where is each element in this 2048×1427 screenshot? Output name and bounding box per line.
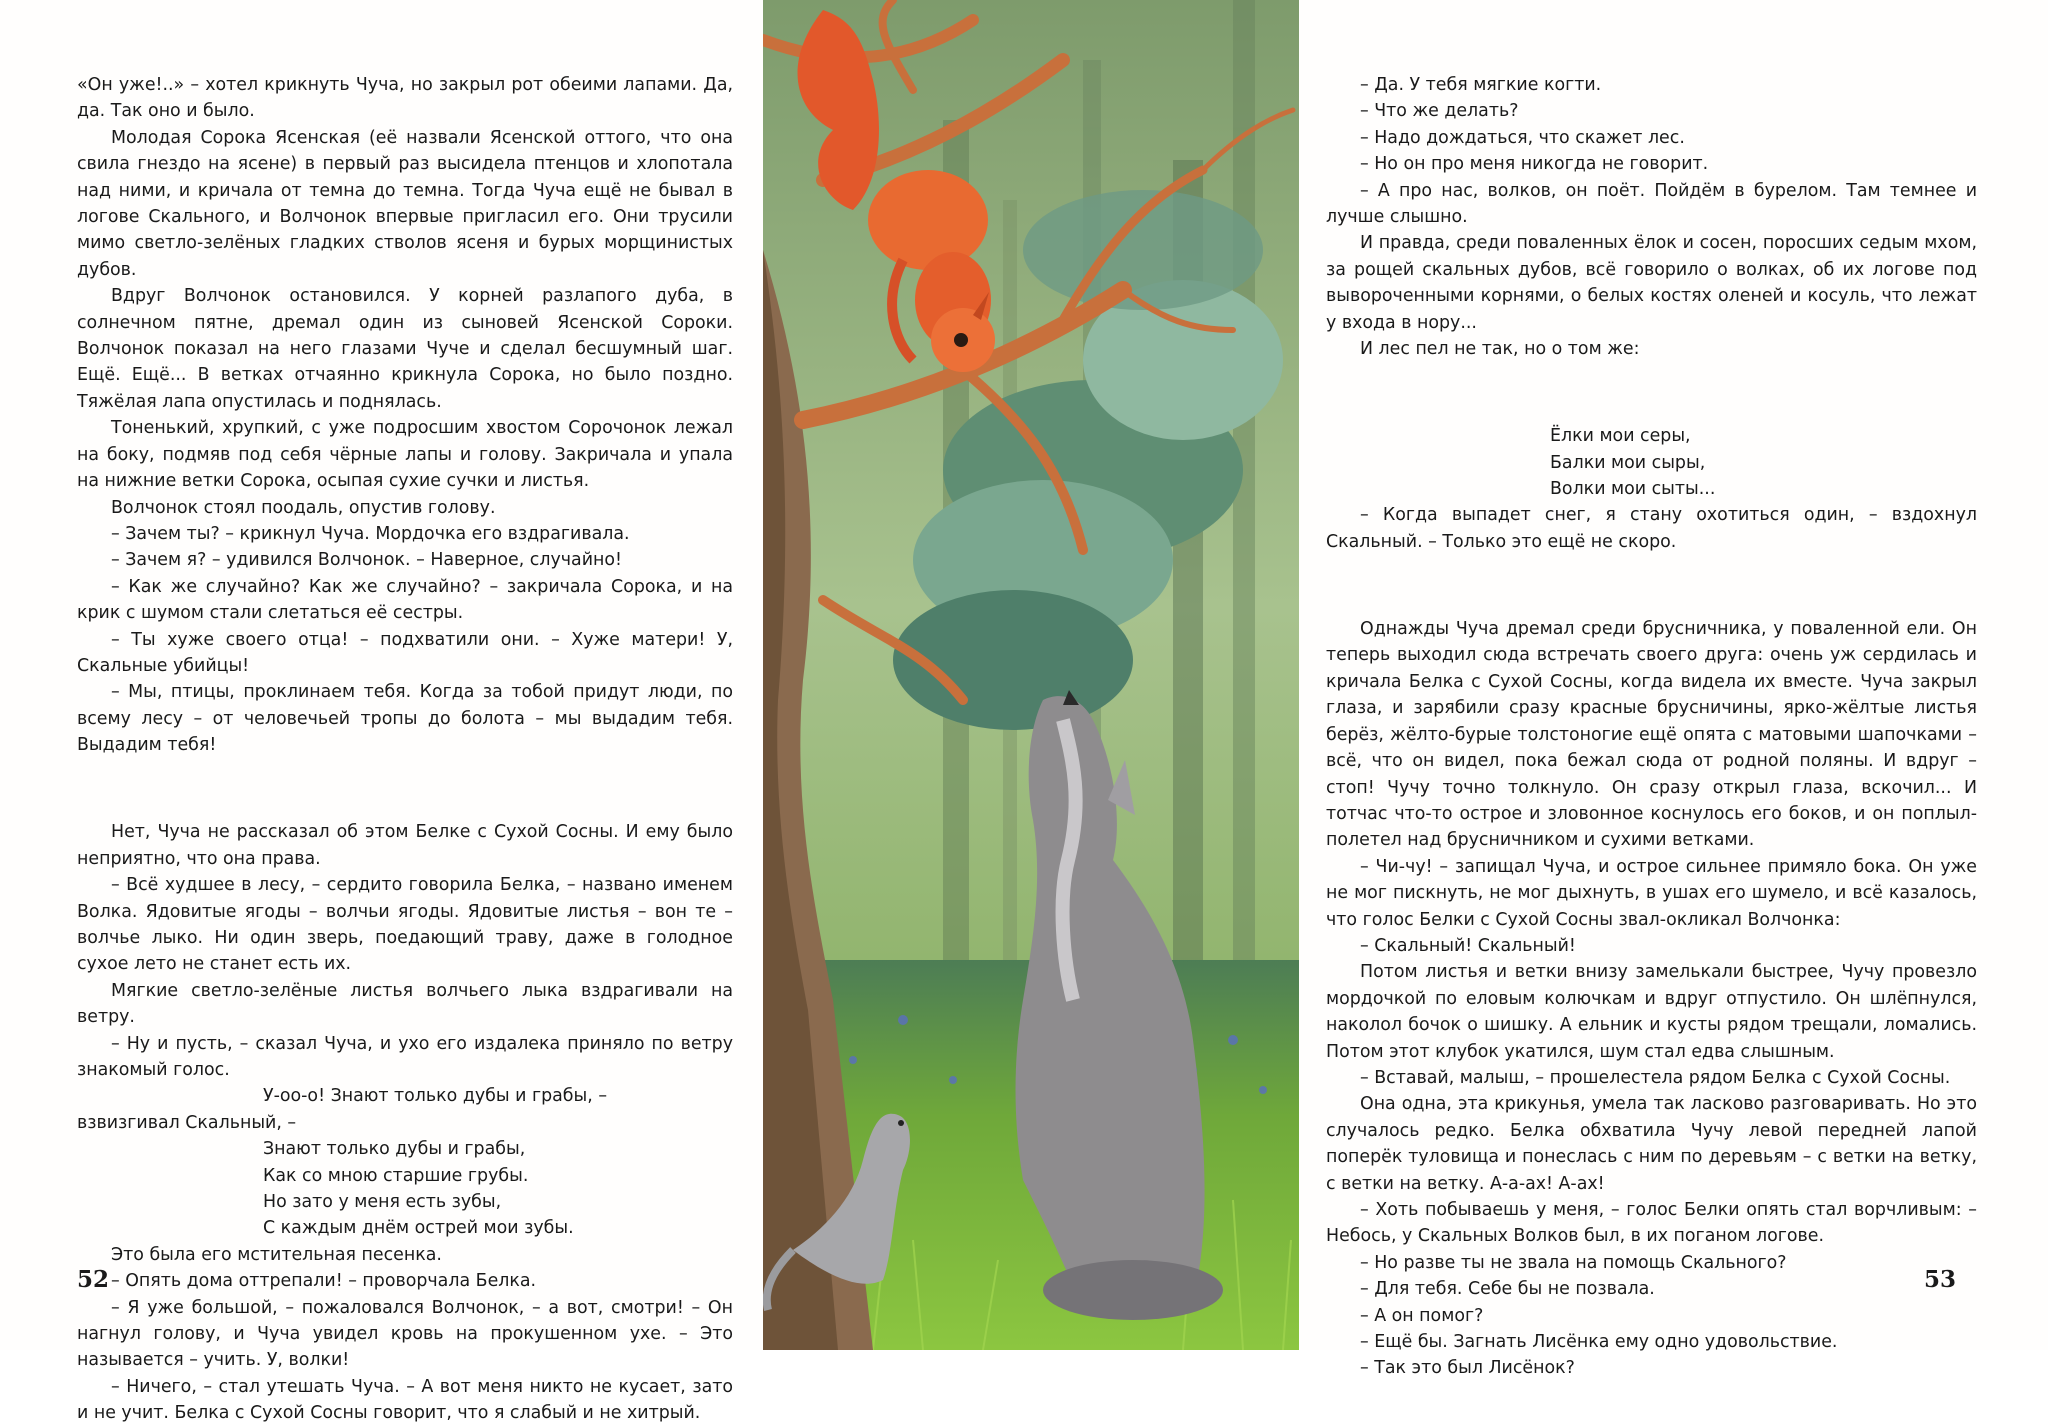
illustration-squirrel-wolf <box>763 0 1299 1350</box>
paragraph: – Ну и пусть, – сказал Чуча, и ухо его издалека приняло по ветру знакомый голос. <box>77 1033 733 1080</box>
paragraph: – Я уже большой, – пожаловался Волчонок, – а вот, смотри! – Он нагнул голову, и Чуча увидел кровь на прокушенном ухе. – Это называется – учить. У, волки! <box>77 1297 733 1371</box>
paragraph: – Чи-чу! – запищал Чуча, и острое сильнее примяло бока. Он уже не мог пискнуть, не мог дыхнуть, в ушах его шумело, и всё казалось, что голос Белки с Сухой Сосны звал-окликал Волчонка: <box>1326 856 1977 930</box>
paragraph: Молодая Сорока Ясенская (её назвали Ясенской оттого, что она свила гнездо на ясене) в первый раз высидела птенцов и хлопотала над ними, и кричала от темна до темна. Тогда Чуча ещё не бывал в логове Скального, и Волчонок впервые пригласил его. Они трусили мимо светло-зелёных гладких стволов ясеня и бурых морщинистых дубов. <box>77 127 733 280</box>
paragraph: «Он уже!..» – хотел крикнуть Чуча, но закрыл рот обеими лапами. Да, да. Так оно и было. <box>77 75 733 122</box>
illustration-svg <box>763 0 1299 1350</box>
section-break <box>1326 573 1977 599</box>
left-page-text <box>77 72 733 1427</box>
verse-line: Знают только дубы и грабы, <box>263 1139 526 1160</box>
paragraph: – Так это был Лисёнок? <box>1360 1358 1575 1379</box>
paragraph: – Зачем ты? – крикнул Чуча. Мордочка его вздрагивала. <box>111 523 630 544</box>
paragraph: – Но разве ты не звала на помощь Скального? <box>1360 1252 1787 1273</box>
page-number-left: 52 <box>77 1266 110 1293</box>
paragraph: – А про нас, волков, он поёт. Пойдём в бурелом. Там темнее и лучше слышно. <box>1326 180 1977 228</box>
verse-line: Ёлки мои серы, <box>1550 426 1691 447</box>
paragraph: Волчонок стоял поодаль, опустив голову. <box>111 497 496 518</box>
right-page <box>1299 0 2048 1379</box>
paragraph: Потом листья и ветки внизу замелькали быстрее, Чучу провезло мордочкой по еловым колючкам и вдруг отпустило. Он шлёпнулся, наколол бочок о шишку. А ельник и кусты рядом трещали, ломались. Потом этот клубок укатился, шум стал едва слышным. <box>1326 962 1977 1062</box>
paragraph: Нет, Чуча не рассказал об этом Белке с Сухой Сосны. И ему было неприятно, что она права. <box>77 822 733 869</box>
paragraph: Однажды Чуча дремал среди брусничника, у поваленной ели. Он теперь выходил сюда встречать своего друга: очень уж сердилась и кричала Белка с Сухой Сосны, когда видела их вместе. Чуча закрыл глаза, и зарябили сразу красные брусничины, ярко-жёлтые листья берёз, жёлто-бурые толстоногие ещё опята с матовыми шапочками – всё, что он видел, пока бежал сюда от родной поляны. И вдруг – стоп! Чучу точно толкнуло. Он сразу открыл глаза, вскочил... И тотчас что-то острое и зловонное коснулось его боков, и он поплыл-полетел над брусничником и сухими ветками. <box>1326 619 1977 851</box>
verse-line: Балки мои сыры, <box>1550 452 1706 473</box>
verse-line: Как со мною старшие грубы. <box>263 1165 529 1186</box>
paragraph: – Надо дождаться, что скажет лес. <box>1360 127 1685 148</box>
paragraph: Она одна, эта крикунья, умела так ласково разговаривать. Но это случалось редко. Белка обхватила Чучу левой передней лапой поперёк туловища и понеслась с ним по деревьям – с ветки на ветку, с ветки на ветку. А-а-ах! А-ах! <box>1326 1094 1977 1194</box>
paragraph: Тоненький, хрупкий, с уже подросшим хвостом Сорочонок лежал на боку, подмяв под себя чёрные лапы и голову. Закричала и упала на нижние ветки Сорока, осыпая сухие сучки и листья. <box>77 418 733 492</box>
paragraph: И лес пел не так, но о том же: <box>1360 339 1640 360</box>
paragraph: – Опять дома оттрепали! – проворчала Белка. <box>111 1271 537 1292</box>
paragraph: – Зачем я? – удивился Волчонок. – Наверное, случайно! <box>111 550 622 571</box>
paragraph: – А он помог? <box>1360 1305 1484 1326</box>
paragraph: – Ещё бы. Загнать Лисёнка ему одно удовольствие. <box>1360 1332 1838 1353</box>
paragraph: – Хоть побываешь у меня, – голос Белки опять стал ворчливым: – Небось, у Скальных Волков был, в их поганом логове. <box>1326 1200 1977 1247</box>
paragraph: – Что же делать? <box>1360 101 1519 122</box>
paragraph: Вдруг Волчонок остановился. У корней разлапого дуба, в солнечном пятне, дремал один из сыновей Ясенской Сороки. Волчонок показал на него глазами Чуче и сделал бесшумный шаг. Ещё. Ещё... В ветках отчаянно крикнула Сорока, но было поздно. Тяжёлая лапа опустилась и поднялась. <box>77 286 733 412</box>
verse-line: Но зато у меня есть зубы, <box>263 1192 502 1213</box>
paragraph: – Да. У тебя мягкие когти. <box>1360 75 1602 95</box>
verse-line: Волки мои сыты... <box>1550 479 1716 500</box>
paragraph: – Ничего, – стал утешать Чуча. – А вот меня никто не кусает, зато и не учит. Белка с Сухой Сосны говорит, что я слабый и не хитрый. <box>77 1376 733 1424</box>
paragraph: – Ты хуже своего отца! – подхватили они. – Хуже матери! У, Скальные убийцы! <box>77 629 733 676</box>
paragraph: – Но он про меня никогда не говорит. <box>1360 154 1709 175</box>
paragraph: Мягкие светло-зелёные листья волчьего лыка вздрагивали на ветру. <box>77 980 733 1028</box>
section-break <box>1326 380 1977 406</box>
verse-line: У-оо-о! Знают только дубы и грабы, – <box>263 1086 608 1107</box>
paragraph: взвизгивал Скальный, – <box>77 1112 297 1133</box>
paragraph: И правда, среди поваленных ёлок и сосен, поросших седым мхом, за рощей скальных дубов, всё говорило о волках, об их логове под вывороченными корнями, о белых костях оленей и косуль, что лежат у входа в нору... <box>1326 233 1977 333</box>
page-number-right: 53 <box>1924 1266 1957 1293</box>
chipmunk-eye <box>898 1120 904 1126</box>
squirrel-eye <box>954 333 968 347</box>
paragraph: – Вставай, малыш, – прошелестела рядом Белка с Сухой Сосны. <box>1360 1067 1951 1088</box>
paragraph: – Скальный! Скальный! <box>1360 935 1576 956</box>
paragraph: – Когда выпадет снег, я стану охотиться один, – вздохнул Скальный. – Только это ещё не скоро. <box>1326 505 1977 552</box>
verse-line: С каждым днём острей мои зубы. <box>263 1218 574 1239</box>
paragraph: – Всё худшее в лесу, – сердито говорила Белка, – названо именем Волка. Ядовитые ягоды – волчьи ягоды. Ядовитые листья – вон те – волчье лыко. Ни один зверь, поедающий траву, даже в голодное сухое лето не станет есть их. <box>77 875 733 975</box>
paragraph: – Как же случайно? Как же случайно? – закричала Сорока, и на крик с шумом стали слетаться её сестры. <box>77 576 733 624</box>
left-page <box>0 0 763 1424</box>
paragraph: Это была его мстительная песенка. <box>111 1244 442 1265</box>
paragraph: – Мы, птицы, проклинаем тебя. Когда за тобой придут люди, по всему лесу – от человечьей тропы до болота – мы выдадим тебя. Выдадим тебя! <box>77 682 733 756</box>
section-break <box>77 776 733 802</box>
paragraph: – Для тебя. Себе бы не позвала. <box>1360 1279 1655 1300</box>
right-page-text <box>1326 72 1977 1382</box>
